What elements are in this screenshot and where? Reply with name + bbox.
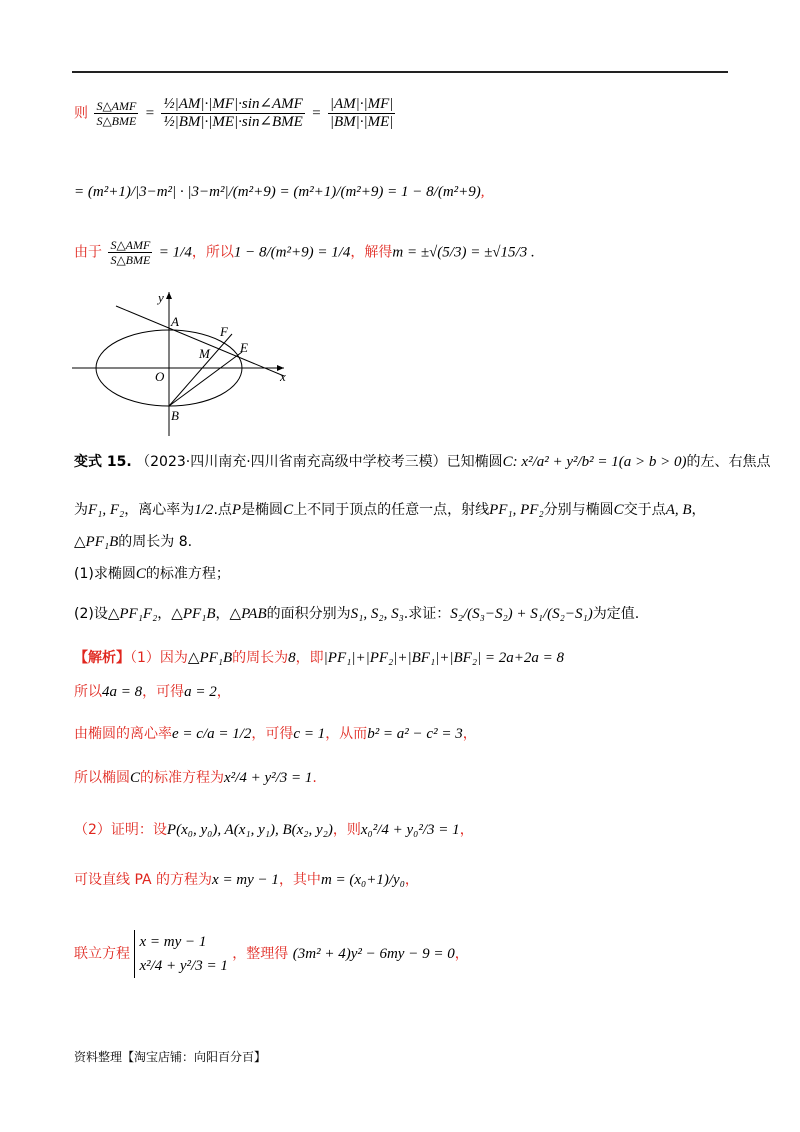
label-e: E (240, 340, 248, 355)
label-f: F (220, 324, 228, 339)
solution-line-2: = (m²+1)/|3−m²| · |3−m²|/(m²+9) = (m²+1)/(m²+9) = 1 − 8/(m²+9), (74, 184, 485, 200)
ellipse-figure (72, 288, 302, 436)
analysis-tag: 【解析】 (74, 650, 130, 666)
problem-line-2: 为F₁, F₂，离心率为1/2.点P是椭圆C上不同于顶点的任意一点，射线PF₁, PF₂分别与椭圆C交于点A, B， (74, 502, 706, 518)
problem-title: 变式 15. (74, 454, 132, 470)
analysis-line-3: 由椭圆的离心率e = c/a = 1/2，可得c = 1，从而b² = a² − c² = 3， (74, 726, 477, 742)
solution-line-1: 则 $\frac{\text{S△AMF}}{\text{S△BME}}$ = $\frac{\text{½|AM|·|MF|·sin∠AMF}}{\text{½|BM|·|ME|·sin∠BME}}$ = $\frac{|AM|\cdot|MF|}{|BM|\cdot|ME|}$ (74, 96, 394, 130)
line-through-a (116, 306, 284, 376)
label-x: x (280, 369, 286, 384)
analysis-line-6: 可设直线 PA 的方程为x = my − 1，其中m = (x₀+1)/y₀， (74, 872, 419, 888)
label-o: O (155, 369, 165, 384)
line-bf (169, 334, 232, 406)
analysis-line-2: 所以4a = 8，可得a = 2， (74, 684, 231, 700)
footer: 资料整理【淘宝店铺：向阳百分百】 (74, 1050, 267, 1064)
question-1: (1)求椭圆C的标准方程； (74, 566, 230, 582)
label-a: A (171, 314, 179, 329)
problem-line-3: △PF₁B的周长为 8. (74, 534, 193, 550)
analysis-line-1: 【解析】（1）因为△PF₁B的周长为8，即|PF₁|+|PF₂|+|BF₁|+|BF₂| = 2a+2a = 8 (74, 650, 565, 666)
equation-system: x = my − 1 x²/4 + y²/3 = 1 (134, 930, 227, 978)
label-y: y (158, 290, 164, 305)
analysis-line-4: 所以椭圆C的标准方程为x²/4 + y²/3 = 1. (74, 770, 317, 786)
text-ze: 则 (74, 105, 88, 122)
label-b: B (171, 408, 179, 423)
analysis-line-7: 联立方程 x = my − 1 x²/4 + y²/3 = 1 ，整理得 (3m² + 4)y² − 6my − 9 = 0， (74, 930, 469, 978)
solution-line-3: 由于 $\frac{\text{S△AMF}}{\text{S△BME}}$ = 1/4，所以1 − 8/(m²+9) = 1/4，解得m = ±√(5/3) = ±√15/3 . (74, 238, 535, 267)
label-m: M (199, 346, 210, 361)
header-rule (72, 71, 728, 73)
analysis-line-5: （2）证明：设P(x₀, y₀), A(x₁, y₁), B(x₂, y₂)，则x₀²/4 + y₀²/3 = 1， (74, 822, 474, 838)
question-2: (2)设△PF₁F₂，△PF₁B，△PAB的面积分别为S₁, S₂, S₃.求证：S₂/(S₃−S₂) + S₁/(S₂−S₁)为定值. (74, 606, 640, 622)
y-axis-arrow (166, 292, 172, 299)
problem-line-1: 变式 15. （2023·四川南充·四川省南充高级中学校考三模）已知椭圆C: x²/a² + y²/b² = 1(a > b > 0)的左、右焦点 (74, 454, 771, 470)
